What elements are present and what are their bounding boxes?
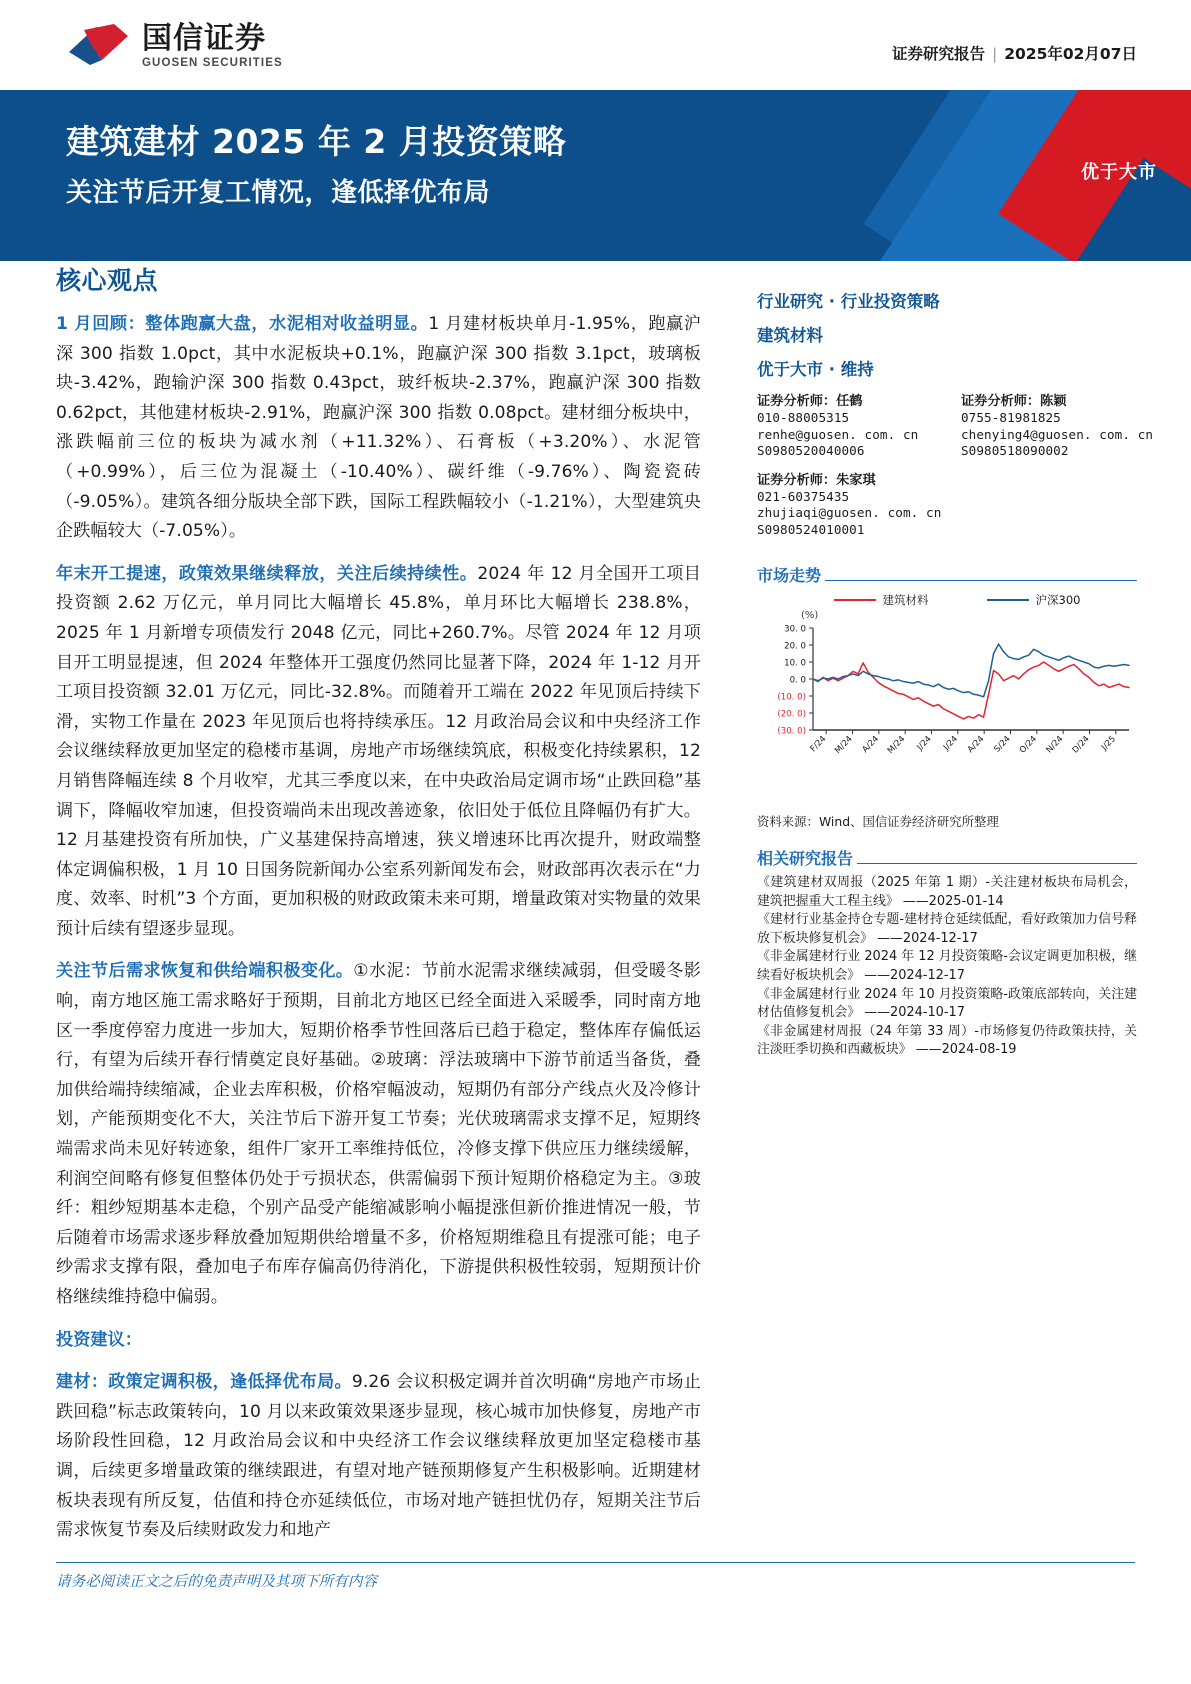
sidebar-column: [757, 288, 1154, 1060]
analyst-email[interactable]: chenying4@guosen. com. cn: [961, 426, 1154, 442]
svg-text:S/24: S/24: [991, 733, 1012, 754]
chart-plot-area: [757, 622, 1137, 772]
svg-text:N/24: N/24: [1043, 733, 1065, 755]
analyst-list: [757, 390, 1154, 547]
svg-text:J/24: J/24: [940, 733, 960, 752]
investment-advice-heading: [56, 1326, 701, 1356]
svg-text:0. 0: 0. 0: [789, 675, 806, 686]
rating-badge: 优于大市: [1081, 162, 1157, 183]
legend-item-0: [834, 592, 929, 608]
list-item[interactable]: 《非金属建材行业 2024 年 12 月投资策略-会议定调更加积极，继续看好板块机会》 ——2024-12-17: [757, 949, 1137, 983]
svg-text:30. 0: 30. 0: [784, 624, 806, 635]
svg-text:M/24: M/24: [832, 733, 854, 756]
paragraph-january-review: [56, 310, 701, 547]
list-item[interactable]: 《建材行业基金持仓专题-建材持仓延续低配，看好政策加力信号释放下板块修复机会》 ——2024-12-17: [757, 912, 1137, 946]
analyst-license: S0980520040006: [757, 443, 865, 458]
svg-text:(10. 0): (10. 0): [777, 692, 806, 703]
analyst-license: S0980518090002: [961, 443, 1069, 458]
svg-text:O/24: O/24: [1017, 733, 1039, 755]
chart-svg: [757, 622, 1137, 772]
list-item[interactable]: 《非金属建材周报（24 年第 33 周）-市场修复仍待政策扶持，关注淡旺季切换和西藏板块》 ——2024-08-19: [757, 1023, 1137, 1058]
svg-text:A/24: A/24: [859, 733, 881, 755]
paragraph-lead: 关注节后需求恢复和供给端积极变化。: [56, 961, 354, 982]
analyst-name: 证券分析师：陈颖: [961, 394, 1067, 409]
paragraph-lead: 年末开工提速，政策效果继续释放，关注后续持续性。: [56, 563, 478, 584]
paragraph-body: 9.26 会议积极定调并首次明确“房地产市场止跌回稳”标志政策转向，10 月以来政策效果逐步显现，核心城市加快修复，房地产市场阶段性回稳，12 月政治局会议和中央经济工作会议继续释放更加坚定稳楼市基调，后续更多增量政策的继续跟进，有望对地产链预期修复产生积极影响。近期建材板块表现有所反复，估值和持仓亦延续低位，市场对地产链担忧仍存，短期关注节后需求恢复节奏及后续财政发力和地产: [56, 1372, 701, 1541]
svg-text:M/24: M/24: [885, 733, 907, 756]
report-type-label: 证券研究报告: [891, 45, 985, 63]
legend-label: 建筑材料: [882, 593, 929, 607]
analyst-name: 证券分析师：朱家琪: [757, 472, 876, 488]
paragraph-investment-advice: [56, 1368, 701, 1546]
svg-text:A/24: A/24: [965, 733, 986, 755]
market-trend-header: [757, 563, 1137, 586]
analyst-phone: 0755-81981825: [961, 410, 1061, 425]
svg-text:J/24: J/24: [914, 733, 933, 752]
title-banner: [0, 90, 1191, 261]
analyst-entry: [757, 390, 933, 460]
svg-text:(20. 0): (20. 0): [777, 709, 806, 720]
paragraph-lead: 1 月回顾：整体跑赢大盘，水泥相对收益明显。: [56, 314, 429, 334]
core-view-heading: 核心观点: [56, 266, 159, 295]
list-item[interactable]: 《建筑建材双周报（2025 年第 1 期）-关注建材板块布局机会，建筑把握重大工程主线》 ——2025-01-14: [757, 875, 1137, 909]
svg-text:J/25: J/25: [1098, 733, 1118, 752]
paragraph-demand-supply: [56, 957, 701, 1312]
list-item[interactable]: 《非金属建材行业 2024 年 10 月投资策略-政策底部转向，关注建材估值修复机会》 ——2024-10-17: [757, 986, 1137, 1021]
header-rule: [857, 863, 1137, 864]
legend-swatch-construction: [834, 599, 876, 602]
advice-title: 投资建议：: [56, 1329, 142, 1350]
market-trend-label: 市场走势: [757, 566, 822, 585]
report-date: 2025年02月07日: [1004, 45, 1137, 63]
analyst-email[interactable]: zhujiaqi@guosen. com. cn: [757, 505, 942, 520]
analyst-email[interactable]: renhe@guosen. com. cn: [757, 426, 919, 442]
chart-unit-label: (%): [801, 610, 819, 621]
chart-legend: [757, 592, 1137, 608]
market-trend-chart: [757, 592, 1137, 782]
legend-swatch-csi300: [987, 599, 1029, 602]
page-subtitle: 关注节后开复工情况，逢低择优布局: [66, 178, 491, 208]
research-category: 行业研究 · 行业投资策略: [757, 292, 940, 311]
industry-label: 建筑材料: [757, 326, 823, 345]
logo-text-cn: 国信证券: [142, 20, 266, 56]
related-reports-list: [757, 874, 1137, 1060]
analyst-license: S0980524010001: [757, 521, 865, 537]
paragraph-lead: 建材：政策定调积极，逢低择优布局。: [56, 1372, 352, 1393]
chart-source-note: 资料来源：Wind、国信证券经济研究所整理: [757, 814, 999, 829]
paragraph-body: 1 月建材板块单月-1.95%，跑赢沪深 300 指数 1.0pct，其中水泥板块+0.1%，跑赢沪深 300 指数 3.1pct，玻璃板块-3.42%，跑输沪深 300 指数 0.43pct，玻纤板块-2.37%，跑赢沪深 300 指数 0.62pct，其他建材板块-2.91%，跑赢沪深 300 指数 0.08pct。建材细分板块中，涨跌幅前三位的板块为减水剂（+11.32%）、石膏板（+3.20%）、水泥管（+0.99%），后三位为混凝土（-10.40%）、碳纤维（-9.76%）、陶瓷瓷砖（-9.05%）。建筑各细分版块全部下跌，国际工程跌幅较小（-1.21%），大型建筑央企跌幅较大（-7.05%）。: [56, 314, 702, 542]
analyst-column-right: [961, 390, 1154, 547]
paragraph-body: 2024 年 12 月全国开工项目投资额 2.62 万亿元，单月同比大幅增长 45.8%，单月环比大幅增长 238.8%，2025 年 1 月新增专项债发行 2048 亿元，同比+260.7%。尽管 2024 年 12 月项目开工明显提速，但 2024 年整体开工强度仍然同比显著下降，2024 年 1-12 月开工项目投资额 32.01 万亿元，同比-32.8%。而随着开工端在 2022 年见顶后持续下滑，实物工作量在 2023 年见顶后也将持续承压。12 月政治局会议和中央经济工作会议继续释放更加坚定的稳楼市基调，房地产市场继续筑底，积极变化持续累积，12 月销售降幅连续 8 个月收窄，尤其三季度以来，在中央政治局定调市场“止跌回稳”基调下，降幅收窄加速，但投资端尚未出现改善迹象，依旧处于低位且降幅仍有扩大。12 月基建投资有所加快，广义基建保持高增速，狭义增速环比再次提升，财政端整体定调偏积极，1 月 10 日国务院新闻办公室系列新闻发布会，财政部再次表示在“力度、效率、时机”3 个方面，更加积极的财政政策未来可期，增量政策对实物量的效果预计后续有望逐步显现。: [56, 563, 701, 939]
meta-separator: |: [991, 45, 998, 63]
main-column: [56, 261, 701, 1559]
legend-item-1: [987, 592, 1081, 608]
analyst-phone: 021-60375435: [757, 488, 850, 504]
paragraph-construction-start: [56, 560, 701, 945]
svg-text:20. 0: 20. 0: [784, 641, 806, 652]
svg-text:F/24: F/24: [807, 733, 828, 754]
analyst-name: 证券分析师：任鹤: [757, 394, 863, 409]
report-meta: [892, 42, 1137, 64]
analyst-column-left: [757, 390, 942, 547]
svg-text:(30. 0): (30. 0): [777, 726, 806, 737]
logo-text-en: GUOSEN SECURITIES: [142, 57, 283, 70]
footer-disclaimer: 请务必阅读正文之后的免责声明及其项下所有内容: [56, 1573, 378, 1590]
header-rule: [825, 580, 1137, 581]
rating-label: 优于大市 · 维持: [757, 360, 874, 379]
footer-divider: [56, 1562, 1135, 1563]
related-reports-header: [757, 846, 1137, 869]
page-title: 建筑建材 2025 年 2 月投资策略: [66, 122, 567, 161]
svg-text:10. 0: 10. 0: [784, 658, 806, 669]
analyst-phone: 010-88005315: [757, 410, 850, 425]
guosen-logo-icon: [66, 22, 132, 70]
svg-text:D/24: D/24: [1069, 733, 1091, 755]
top-header-bar: [0, 0, 1191, 90]
analyst-entry: [961, 390, 1154, 460]
company-logo: [66, 22, 283, 70]
analyst-entry: [757, 469, 942, 539]
legend-label: 沪深300: [1035, 593, 1081, 607]
paragraph-body: ①水泥：节前水泥需求继续减弱，但受暖冬影响，南方地区施工需求略好于预期，目前北方地区已经全面进入采暖季，同时南方地区一季度停窑力度进一步加大，短期价格季节性回落后已趋于稳定，整体库存偏低运行，有望为后续开春行情奠定良好基础。②玻璃：浮法玻璃中下游节前适当备货，叠加供给端持续缩减，企业去库积极，价格窄幅波动，短期仍有部分产线点火及冷修计划，产能预期变化不大，关注节后下游开复工节奏；光伏玻璃需求支撑不足，短期终端需求尚未见好转迹象，组件厂家开工率维持低位，冷修支撑下供应压力继续缓解，利润空间略有修复但整体仍处于亏损状态，供需偏弱下预计短期价格稳定为主。③玻纤：粗纱短期基本走稳，个别产品受产能缩减影响小幅提涨但新价推进情况一般，节后随着市场需求逐步释放叠加短期供给增量不多，价格短期维稳且有提涨可能；电子纱需求支撑有限，叠加电子布库存偏高仍待消化，下游提供积极性较弱，短期预计价格继续维持稳中偏弱。: [56, 961, 701, 1307]
related-reports-label: 相关研究报告: [757, 849, 854, 868]
